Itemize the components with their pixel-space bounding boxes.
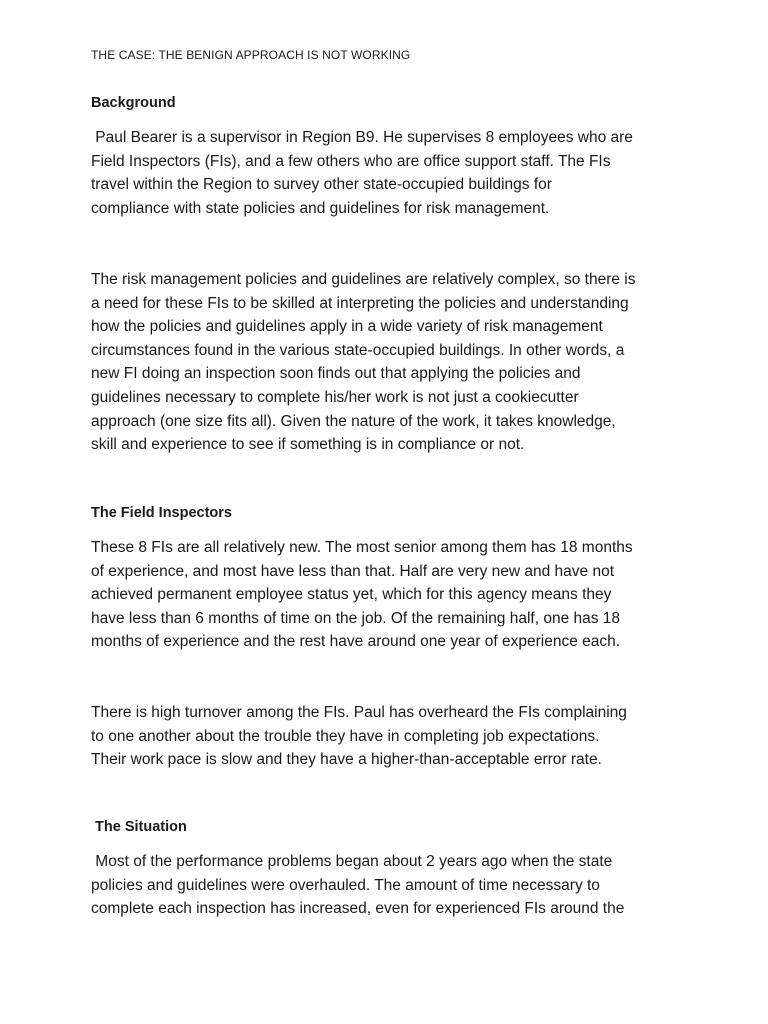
text-line: Most of the performance problems began about 2 years ago when the state: [91, 853, 613, 870]
text-line: of experience, and most have less than that. Half are very new and have not: [91, 562, 615, 580]
heading-field-inspectors: The Field Inspectors: [91, 505, 232, 521]
text-line: Field Inspectors (FIs), and a few others who are office support staff. The FIs: [91, 152, 611, 170]
heading-background: Background: [91, 95, 176, 111]
text-line: Paul Bearer is a supervisor in Region B9. He supervises 8 employees who are: [91, 129, 633, 146]
text-line: new FI doing an inspection soon finds out that applying the policies and: [91, 365, 581, 383]
text-line: achieved permanent employee status yet, which for this agency means they: [91, 586, 612, 604]
text-line: approach (one size fits all). Given the nature of the work, it takes knowledge,: [91, 412, 616, 430]
text-line: These 8 FIs are all relatively new. The most senior among them has 18 months: [91, 539, 633, 556]
situation-paragraph-1: [91, 850, 691, 921]
text-line: skill and experience to see if something is in compliance or not.: [91, 436, 525, 454]
background-paragraph-1: [91, 126, 691, 220]
text-line: travel within the Region to survey other state-occupied buildings for: [91, 176, 552, 194]
text-line: to one another about the trouble they have in completing job expectations.: [91, 727, 600, 745]
text-line: policies and guidelines were overhauled. The amount of time necessary to: [91, 876, 600, 894]
text-line: how the policies and guidelines apply in a wide variety of risk management: [91, 318, 603, 336]
text-line: compliance with state policies and guidelines for risk management.: [91, 199, 550, 217]
field-inspectors-paragraph-2: [91, 701, 691, 772]
text-line: have less than 6 months of time on the job. Of the remaining half, one has 18: [91, 609, 621, 627]
field-inspectors-paragraph-1: [91, 536, 691, 654]
text-line: There is high turnover among the FIs. Paul has overheard the FIs complaining: [91, 704, 627, 721]
text-line: guidelines necessary to complete his/her work is not just a cookiecutter: [91, 388, 579, 406]
text-line: a need for these FIs to be skilled at interpreting the policies and understanding: [91, 294, 629, 312]
case-title: THE CASE: THE BENIGN APPROACH IS NOT WORKING: [91, 48, 411, 62]
text-line: circumstances found in the various state-occupied buildings. In other words, a: [91, 341, 625, 359]
text-line: months of experience and the rest have around one year of experience each.: [91, 633, 621, 651]
text-line: complete each inspection has increased, even for experienced FIs around the: [91, 900, 625, 918]
heading-situation: The Situation: [91, 819, 187, 835]
background-paragraph-2: [91, 268, 691, 457]
text-line: Their work pace is slow and they have a higher-than-acceptable error rate.: [91, 751, 602, 769]
text-line: The risk management policies and guidelines are relatively complex, so there is: [91, 271, 636, 288]
